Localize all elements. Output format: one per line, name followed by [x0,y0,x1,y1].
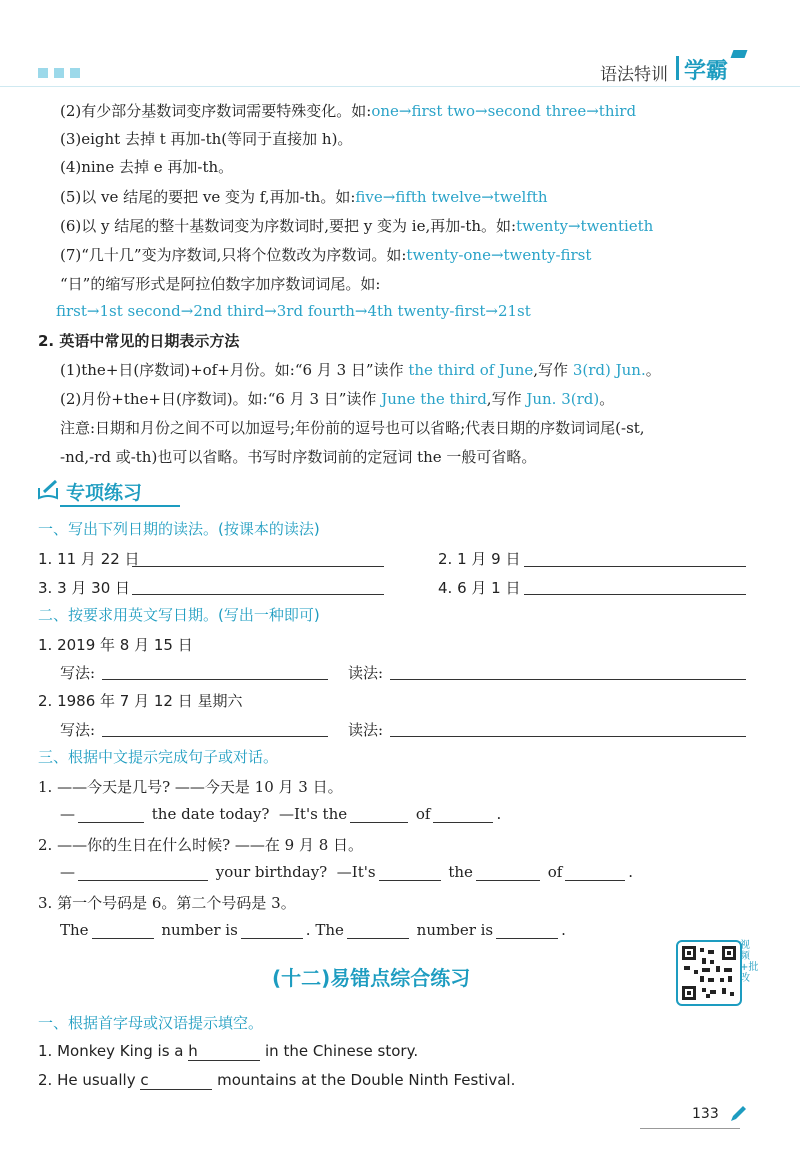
header-decoration [38,68,48,78]
banner-underline [60,505,180,507]
answer-blank[interactable] [390,679,746,680]
qr-code-icon[interactable] [676,940,742,1006]
header-decoration [54,68,64,78]
answer-blank[interactable] [102,679,328,680]
date-item-1: 1. 11 月 22 日 [38,550,140,568]
question-2-2: 2. 1986 年 7 月 12 日 星期六 [38,692,243,710]
answer-blank[interactable] [102,736,328,737]
rule-7: (7)“几十几”变为序数词,只将个位数改为序数词。如:twenty-one→twenty-first [60,246,592,264]
rule-2: (2)有少部分基数词变序数词需要特殊变化。如:one→first two→second three→third [60,102,637,120]
question-3-3: 3. 第一个号码是 6。第二个号码是 3。 [38,894,296,912]
answer-3-3: The number is . The number is . [60,921,566,939]
write-label: 写法: [60,664,96,682]
section-2-title: 二、按要求用英文写日期。(写出一种即可) [38,606,320,624]
abbr-rule: “日”的缩写形式是阿拉伯数字加序数词词尾。如: [60,275,381,293]
header-rule [0,86,800,87]
answer-blank[interactable] [390,736,746,737]
footer-rule [640,1128,740,1129]
date-item-4: 4. 6 月 1 日 [438,579,521,597]
answer-blank[interactable] [132,566,384,567]
section-12-1-title: 一、根据首字母或汉语提示填空。 [38,1014,264,1032]
note-line-2: -nd,-rd 或-th)也可以省略。书写时序数词前的定冠词 the 一般可省略。 [60,448,537,466]
write-label: 写法: [60,721,96,739]
answer-blank[interactable] [92,937,154,939]
note-line-1: 注意:日期和月份之间不可以加逗号;年份前的逗号也可以省略;代表日期的序数词词尾(-st, [60,419,645,437]
answer-blank[interactable]: h [188,1042,260,1061]
answer-blank[interactable] [524,566,746,567]
section-1-title: 一、写出下列日期的读法。(按课本的读法) [38,520,320,538]
answer-blank[interactable] [132,594,384,595]
date-format-1: (1)the+日(序数词)+of+月份。如:“6 月 3 日”读作 the third of June,写作 3(rd) Jun.。 [60,361,661,379]
answer-3-2: — your birthday? —It's the of . [60,863,634,881]
read-label: 读法: [348,721,384,739]
header-divider [676,56,679,80]
section-12-title: (十二)易错点综合练习 [272,966,471,990]
header-title: 语法特训 [600,65,668,85]
practice-banner: 专项练习 [66,482,143,504]
section-3-title: 三、根据中文提示完成句子或对话。 [38,748,279,766]
answer-blank[interactable] [433,821,493,823]
header-decoration [70,68,80,78]
answer-3-1: — the date today? —It's the of . [60,805,502,823]
answer-blank[interactable] [347,937,409,939]
page-number: 133 [692,1106,719,1122]
answer-blank[interactable] [379,879,441,881]
rule-3: (3)eight 去掉 t 再加-th(等同于直接加 h)。 [60,130,353,148]
cap-icon [731,50,748,58]
abbr-examples: first→1st second→2nd third→3rd fourth→4th twenty-first→21st [56,302,531,320]
answer-blank[interactable] [241,937,303,939]
answer-blank[interactable] [78,821,144,823]
question-2-1: 1. 2019 年 8 月 15 日 [38,636,193,654]
read-label: 读法: [348,664,384,682]
date-item-2: 2. 1 月 9 日 [438,550,521,568]
answer-blank[interactable] [476,879,540,881]
date-format-2: (2)月份+the+日(序数词)。如:“6 月 3 日”读作 June the third,写作 Jun. 3(rd)。 [60,390,615,408]
question-3-2: 2. ——你的生日在什么时候? ——在 9 月 8 日。 [38,836,364,854]
question-12-2: 2. He usually c mountains at the Double Ninth Festival. [38,1071,516,1089]
answer-blank[interactable] [565,879,625,881]
question-3-1: 1. ——今天是几号? ——今天是 10 月 3 日。 [38,778,343,796]
qr-label: 视频+批改 [740,940,759,984]
answer-blank[interactable] [350,821,408,823]
date-item-3: 3. 3 月 30 日 [38,579,131,597]
dates-title: 2. 英语中常见的日期表示方法 [38,332,240,350]
answer-blank[interactable] [524,594,746,595]
pencil-icon [728,1104,748,1124]
answer-blank[interactable] [78,879,208,881]
answer-blank[interactable]: c [140,1071,212,1090]
answer-blank[interactable] [496,937,558,939]
rule-5: (5)以 ve 结尾的要把 ve 变为 f,再加-th。如:five→fifth twelve→twelfth [60,188,548,206]
question-12-1: 1. Monkey King is a h in the Chinese story. [38,1042,419,1060]
rule-4: (4)nine 去掉 e 再加-th。 [60,158,234,176]
brand-logo: 学霸 [684,59,729,84]
pen-note-icon [36,478,60,502]
rule-6: (6)以 y 结尾的整十基数词变为序数词时,要把 y 变为 ie,再加-th。如:twenty→twentieth [60,217,654,235]
